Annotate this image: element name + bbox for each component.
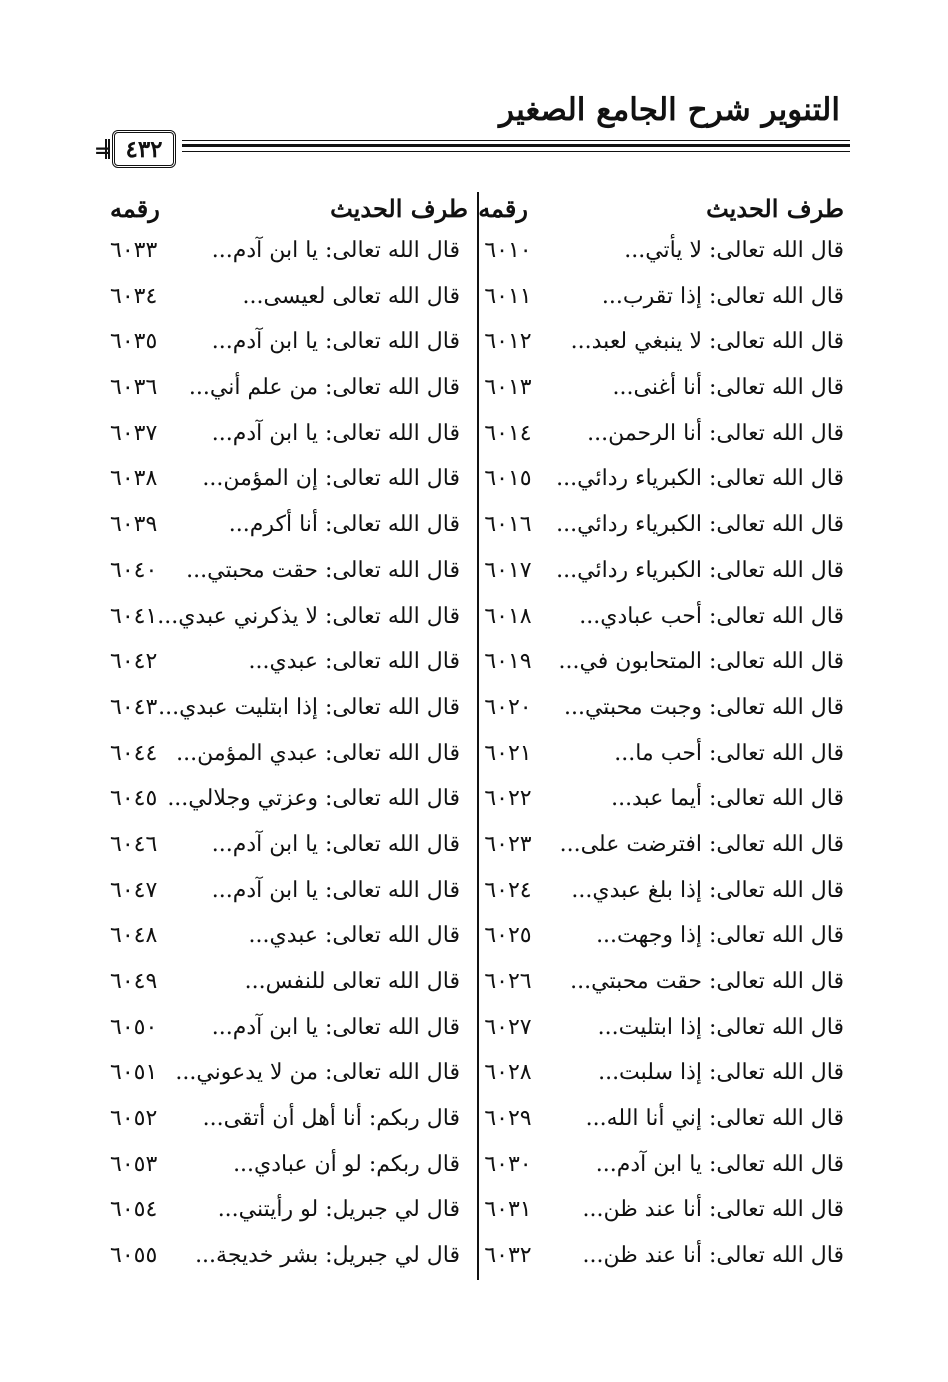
left-hadith-number: ٦٠٥١ [110, 1060, 158, 1086]
table-row [0, 695, 948, 741]
right-hadith-number: ٦٠٢٧ [484, 1014, 532, 1040]
right-hadith-number: ٦٠١٤ [484, 420, 532, 446]
right-hadith-text: قال الله تعالى: إذا سلبت... [598, 1060, 844, 1086]
right-hadith-number: ٦٠٣٢ [484, 1243, 532, 1269]
left-hadith-text: قال الله تعالى: يا ابن آدم... [211, 420, 460, 446]
left-hadith-text: قال الله تعالى: أنا أكرم... [228, 512, 460, 538]
table-row [0, 786, 948, 832]
left-hadith-text: قال الله تعالى لعيسى... [242, 283, 460, 309]
right-hadith-number: ٦٠١٣ [484, 375, 532, 401]
table-row [0, 1060, 948, 1106]
left-column-title-header: طرف الحديث [330, 194, 468, 223]
left-hadith-text: قال الله تعالى: إذا ابتليت عبدي... [158, 694, 460, 720]
left-hadith-text: قال الله تعالى: يا ابن آدم... [211, 1014, 460, 1040]
left-hadith-number: ٦٠٤٠ [110, 557, 158, 583]
right-hadith-number: ٦٠٢١ [484, 740, 532, 766]
left-hadith-number: ٦٠٣٨ [110, 466, 158, 492]
header-rule [182, 140, 850, 147]
table-row [0, 558, 948, 604]
table-row [0, 421, 948, 467]
left-hadith-number: ٦٠٤٦ [110, 831, 158, 857]
left-hadith-text: قال الله تعالى للنفس... [244, 969, 460, 994]
right-hadith-text: قال الله تعالى: المتحابون في... [558, 649, 844, 675]
table-row [0, 512, 948, 558]
left-hadith-text: قال الله تعالى: من لا يدعوني... [175, 1060, 460, 1086]
left-hadith-text: قال ربكم: لو أن عبادي... [233, 1151, 460, 1177]
right-hadith-number: ٦٠٢٦ [484, 969, 532, 994]
left-hadith-number: ٦٠٣٩ [110, 512, 158, 538]
left-hadith-number: ٦٠٥٥ [110, 1243, 158, 1269]
left-hadith-number: ٦٠٤٤ [110, 740, 158, 766]
left-hadith-text: قال الله تعالى: حقت محبتي... [186, 557, 460, 583]
left-hadith-number: ٦٠٤١ [110, 603, 158, 629]
left-hadith-number: ٦٠٤٢ [110, 649, 158, 675]
right-hadith-number: ٦٠١٨ [484, 603, 532, 629]
table-row [0, 1197, 948, 1243]
right-hadith-text: قال الله تعالى: لا ينبغي لعبد... [570, 329, 844, 355]
table-row [0, 284, 948, 330]
right-hadith-text: قال الله تعالى: إذا ابتليت... [597, 1014, 844, 1040]
right-hadith-text: قال الله تعالى: أنا أغنى... [612, 375, 844, 401]
left-hadith-text: قال الله تعالى: عبدي... [248, 649, 460, 675]
right-hadith-number: ٦٠١٢ [484, 329, 532, 355]
table-row [0, 878, 948, 924]
table-row [0, 238, 948, 284]
right-hadith-number: ٦٠١٥ [484, 466, 532, 492]
right-hadith-number: ٦٠٢٠ [484, 694, 532, 720]
left-hadith-text: قال لي جبريل: بشر خديجة... [195, 1243, 460, 1269]
page-number: ٤٣٢ [112, 130, 176, 168]
table-row [0, 1243, 948, 1289]
right-hadith-number: ٦٠٢٢ [484, 786, 532, 812]
right-hadith-text: قال الله تعالى: إني أنا الله... [585, 1106, 844, 1132]
right-hadith-text: قال الله تعالى: أنا عند ظن... [582, 1197, 844, 1223]
left-hadith-number: ٦٠٣٥ [110, 329, 158, 355]
left-hadith-number: ٦٠٤٧ [110, 877, 158, 903]
right-hadith-text: قال الله تعالى: أحب عبادي... [579, 603, 844, 629]
right-hadith-text: قال الله تعالى: إذا تقرب... [601, 283, 844, 309]
table-row [0, 923, 948, 969]
right-hadith-number: ٦٠٢٤ [484, 877, 532, 903]
right-hadith-text: قال الله تعالى: الكبرياء ردائي... [556, 512, 844, 538]
right-hadith-number: ٦٠٢٣ [484, 831, 532, 857]
right-hadith-number: ٦٠١٧ [484, 557, 532, 583]
right-hadith-text: قال الله تعالى: افترضت على... [559, 831, 844, 857]
right-hadith-text: قال الله تعالى: إذا بلغ عبدي... [571, 877, 844, 903]
right-hadith-text: قال الله تعالى: الكبرياء ردائي... [556, 557, 844, 583]
left-hadith-number: ٦٠٣٧ [110, 420, 158, 446]
right-hadith-text: قال الله تعالى: الكبرياء ردائي... [556, 466, 844, 492]
left-hadith-text: قال ربكم: أنا أهل أن أتقى... [202, 1106, 460, 1132]
left-hadith-number: ٦٠٥٢ [110, 1106, 158, 1132]
table-row [0, 969, 948, 1015]
left-hadith-text: قال الله تعالى: من علم أني... [188, 375, 460, 401]
right-hadith-text: قال الله تعالى: لا يأتي... [624, 238, 844, 263]
table-row [0, 741, 948, 787]
right-hadith-text: قال الله تعالى: أنا عند ظن... [582, 1243, 844, 1269]
left-hadith-number: ٦٠٣٣ [110, 238, 158, 263]
left-hadith-number: ٦٠٤٥ [110, 786, 158, 812]
right-hadith-text: قال الله تعالى: يا ابن آدم... [595, 1151, 844, 1177]
table-row [0, 466, 948, 512]
left-hadith-number: ٦٠٥٣ [110, 1151, 158, 1177]
left-hadith-number: ٦٠٥٤ [110, 1197, 158, 1223]
left-hadith-text: قال الله تعالى: إن المؤمن... [202, 466, 460, 492]
left-hadith-number: ٦٠٤٣ [110, 694, 158, 720]
right-hadith-number: ٦٠١٦ [484, 512, 532, 538]
right-hadith-text: قال الله تعالى: حقت محبتي... [570, 969, 844, 994]
right-hadith-number: ٦٠٣١ [484, 1197, 532, 1223]
left-hadith-text: قال الله تعالى: لا يذكرني عبدي... [157, 603, 460, 629]
right-column-number-header: رقمه [478, 194, 528, 223]
right-hadith-number: ٦٠٢٩ [484, 1106, 532, 1132]
left-column-number-header: رقمه [110, 194, 160, 223]
table-row [0, 832, 948, 878]
left-hadith-text: قال الله تعالى: عبدي... [248, 923, 460, 949]
right-hadith-number: ٦٠٢٨ [484, 1060, 532, 1086]
right-hadith-number: ٦٠١١ [484, 283, 532, 309]
left-hadith-number: ٦٠٤٩ [110, 969, 158, 994]
table-row [0, 604, 948, 650]
right-hadith-text: قال الله تعالى: أحب ما... [614, 740, 844, 766]
left-hadith-text: قال لي جبريل: لو رأيتني... [217, 1197, 460, 1223]
left-hadith-text: قال الله تعالى: يا ابن آدم... [211, 877, 460, 903]
right-hadith-text: قال الله تعالى: إذا وجهت... [596, 923, 844, 949]
right-hadith-text: قال الله تعالى: وجبت محبتي... [563, 694, 844, 720]
table-row [0, 375, 948, 421]
table-row [0, 1152, 948, 1198]
left-hadith-number: ٦٠٣٤ [110, 283, 158, 309]
table-row [0, 649, 948, 695]
right-column-title-header: طرف الحديث [706, 194, 844, 223]
table-row [0, 1015, 948, 1061]
header-rule-thin [182, 150, 850, 152]
right-hadith-number: ٦٠١٠ [484, 238, 532, 263]
left-hadith-number: ٦٠٤٨ [110, 923, 158, 949]
left-hadith-number: ٦٠٣٦ [110, 375, 158, 401]
book-title: التنوير شرح الجامع الصغير [499, 92, 840, 128]
right-hadith-text: قال الله تعالى: أنا الرحمن... [587, 420, 844, 446]
header-ornament: = [94, 138, 111, 162]
left-hadith-text: قال الله تعالى: يا ابن آدم... [211, 329, 460, 355]
right-hadith-text: قال الله تعالى: أيما عبد... [611, 786, 844, 812]
left-hadith-text: قال الله تعالى: عبدي المؤمن... [176, 740, 460, 766]
table-row [0, 1106, 948, 1152]
right-hadith-number: ٦٠٢٥ [484, 923, 532, 949]
index-table [0, 238, 948, 1289]
left-hadith-text: قال الله تعالى: يا ابن آدم... [211, 238, 460, 263]
right-hadith-number: ٦٠١٩ [484, 649, 532, 675]
table-row [0, 329, 948, 375]
left-hadith-text: قال الله تعالى: وعزتي وجلالي... [167, 786, 460, 812]
right-hadith-number: ٦٠٣٠ [484, 1151, 532, 1177]
left-hadith-text: قال الله تعالى: يا ابن آدم... [211, 831, 460, 857]
left-hadith-number: ٦٠٥٠ [110, 1014, 158, 1040]
